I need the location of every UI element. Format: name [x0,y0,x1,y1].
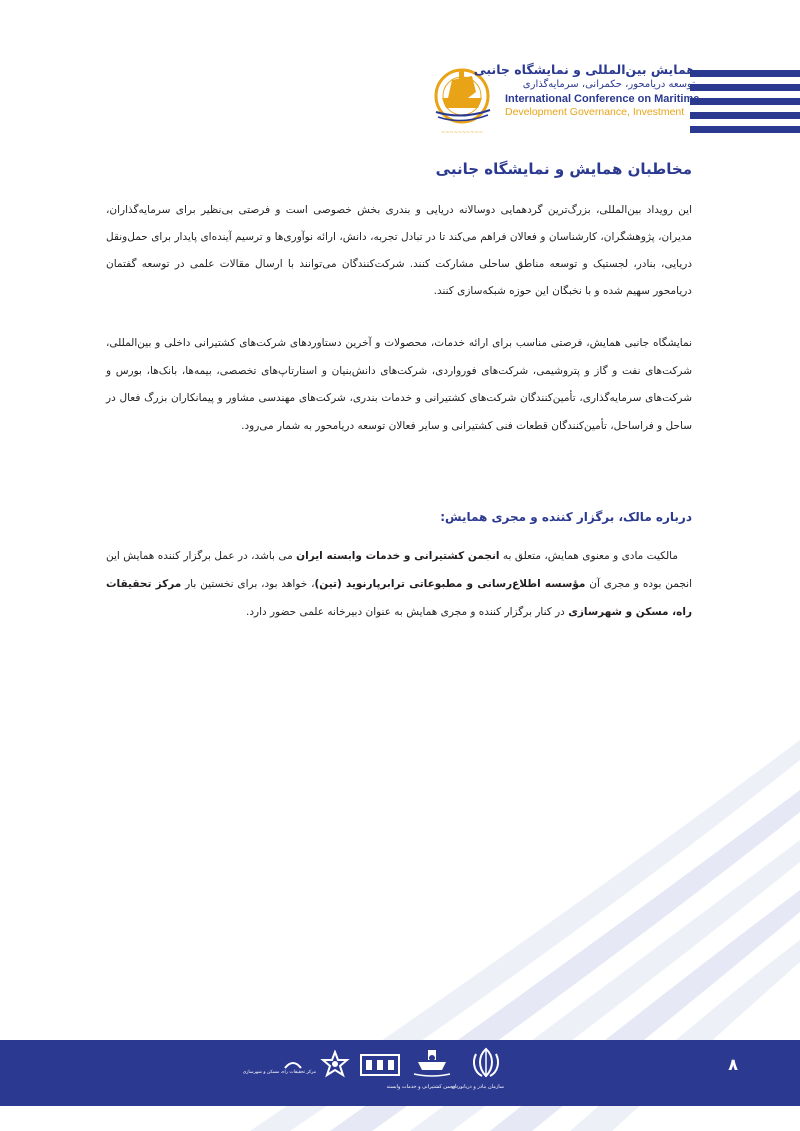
bhrc-logo-icon [320,1050,350,1080]
tin-logo-icon [360,1054,400,1076]
subsection-title: درباره مالک، برگزار کننده و مجری همایش: [440,510,692,524]
organizer-paragraph [106,542,692,626]
paragraph-text [106,542,692,626]
organization-name: مؤسسه اطلاع‌رسانی و مطبوعاتی ترابرپارنوید (تین) [314,578,586,590]
text-run: مالکیت مادی و معنوی همایش، متعلق به [499,550,678,562]
text-run: ، خواهد بود، برای نخستین بار [181,578,315,590]
svg-text:~~~~~~~~~~: ~~~~~~~~~~ [441,130,483,136]
text-run: در کنار برگزار کننده و مجری همایش به عنوان دبیرخانه علمی حضور دارد. [246,606,569,618]
text-run: می باشد، در عمل برگزار کننده همایش این انجمن بوده و مجری آن [106,550,692,590]
page-number: ۸ [728,1055,738,1074]
logo-caption: سازمان بنادر و دریانوردی [451,1084,504,1090]
conference-title-en: International Conference on Maritime [505,93,700,105]
footer-bar [0,1040,800,1106]
header-stripe [690,112,800,119]
conference-subtitle-fa: توسعه دریامحور، حکمرانی، سرمایه‌گذاری [522,79,695,90]
footer-logo [386,1046,456,1090]
organization-name: انجمن کشتیرانی و خدمات وابسته ایران [296,550,500,562]
audience-paragraph-2 [106,330,692,440]
conference-title-fa: همایش بین‌المللی و نمایشگاه جانبی [473,62,695,77]
logo-caption: انجمن کشتیرانی و خدمات وابسته [386,1084,456,1090]
footer-logo [242,1058,316,1075]
shipowners-association-logo-icon [408,1046,456,1080]
logo-caption: مرکز تحقیقات راه، مسکن و شهرسازی [242,1070,316,1075]
footer-logo [360,1054,400,1080]
conference-title-block [473,62,700,119]
ministry-logo-icon [283,1058,303,1070]
header-stripe [690,84,800,91]
footer-logo [451,1046,504,1090]
iran-emblem-icon [468,1046,504,1080]
footer-logo [320,1050,350,1084]
header-stripe [690,70,800,77]
audience-paragraph-1 [106,197,692,305]
header-stripe [690,126,800,133]
section-title: مخاطبان همایش و نمایشگاه جانبی [435,160,692,178]
paragraph-text: نمایشگاه جانبی همایش، فرصتی مناسب برای ارائه خدمات، محصولات و آخرین دستاوردهای شرکت‌های کشتیرانی داخلی و بین‌المللی، شرکت‌های نفت و گاز و پتروشیمی، شرکت‌های فورواردی، شرکت‌های دانش‌بنیان و استارتاپ‌های تخصصی، بیمه‌ها، بانک‌ها، بورس و شرکت‌های سرمایه‌گذاری، تأمین‌کنندگان شرکت‌های کشتیرانی و خدمات بندری، شرکت‌های مهندسی مشاور و پیمانکاران بزرگ فعال در ساحل و فراساحل، تأمین‌کنندگان قطعات فنی کشتیرانی و سایر فعالان توسعه دریامحور به شمار می‌رود. [106,337,692,432]
paragraph-text: این رویداد بین‌المللی، بزرگ‌ترین گردهمایی دوسالانه دریایی و بندری بخش خصوصی است و فرصتی بی‌نظیر برای سرمایه‌گذاران، مدیران، پژوهشگران، کارشناسان و فعالان فراهم می‌کند تا در تبادل تجربه، دانش، ارائه نوآوری‌ها و ترسیم آینده‌ای پایدار برای حمل‌ونقل دریایی، بنادر، لجستیک و توسعه مناطق ساحلی مشارکت کنند. شرکت‌کنندگان می‌توانند با ارسال مقالات علمی در توسعه گفتمان دریامحور سهیم شده و با نخبگان این حوزه شبکه‌سازی کنند. [106,204,692,297]
header-stripe [690,98,800,105]
conference-subtitle-en: Development Governance, Investment [505,106,685,118]
organization-name: مرکز تحقیقات راه، مسکن و شهرسازی [106,578,692,618]
